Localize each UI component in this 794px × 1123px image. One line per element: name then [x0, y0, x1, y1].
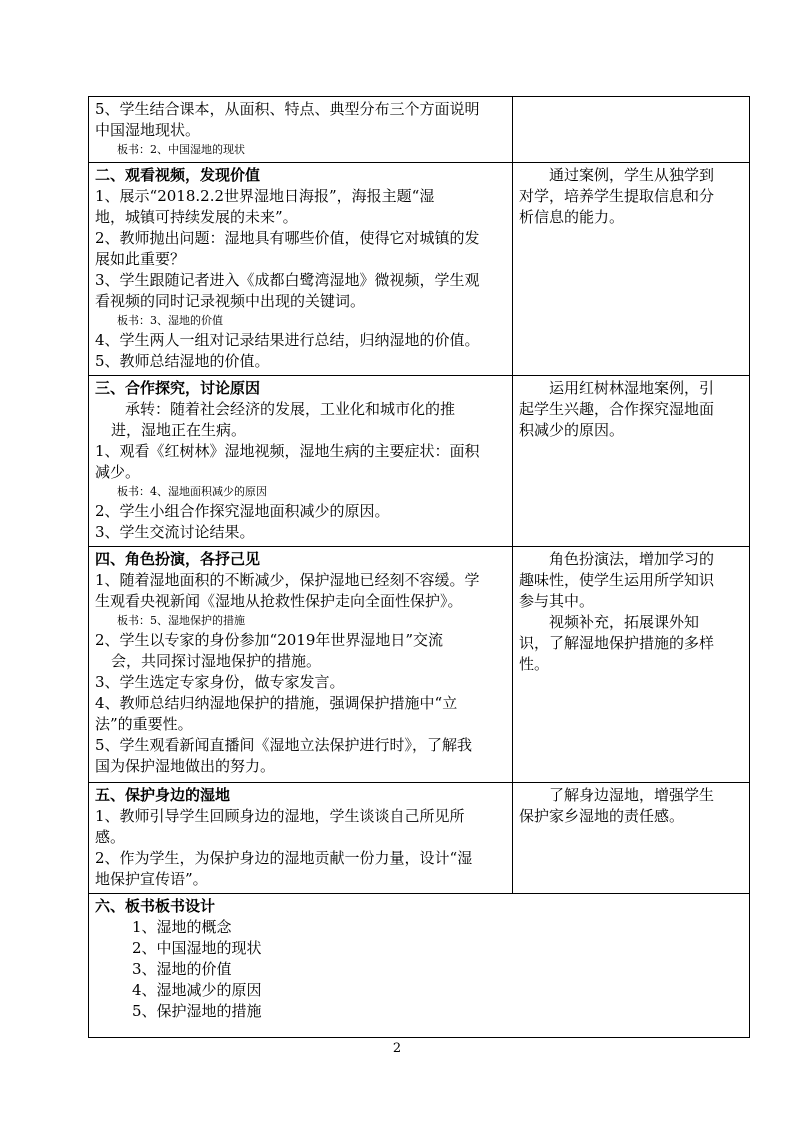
text-line: 5、学生结合课本，从面积、特点、典型分布三个方面说明 — [95, 100, 480, 118]
board-design-item: 3、湿地的价值 — [132, 960, 232, 978]
text-line: 进，湿地正在生病。 — [111, 421, 247, 439]
text-line: 1、观看《红树林》湿地视频，湿地生病的主要症状：面积 — [95, 442, 480, 460]
board-design-cell — [89, 894, 750, 1038]
design-note-line: 保护家乡湿地的责任感。 — [519, 807, 685, 825]
board-design-item: 1、湿地的概念 — [132, 918, 232, 936]
design-intent-cell — [513, 547, 750, 783]
text-line: 中国湿地现状。 — [95, 121, 201, 139]
text-line: 2、学生以专家的身份参加“2019年世界湿地日”交流 — [95, 631, 444, 649]
text-line: 3、学生交流讨论结果。 — [95, 523, 255, 541]
lesson-row — [89, 783, 750, 894]
board-note: 板书：4、湿地面积减少的原因 — [117, 485, 267, 498]
lesson-row — [89, 376, 750, 547]
text-line: 5、学生观看新闻直播间《湿地立法保护进行时》，了解我 — [95, 736, 473, 754]
text-line: 4、教师总结归纳湿地保护的措施，强调保护措施中“立 — [95, 694, 458, 712]
design-note-line: 起学生兴趣，合作探究湿地面 — [519, 400, 715, 418]
text-line: 2、作为学生，为保护身边的湿地贡献一份力量，设计“湿 — [95, 849, 473, 867]
board-note: 板书：2、中国湿地的现状 — [117, 143, 245, 156]
text-line: 3、学生跟随记者进入《成都白鹭湾湿地》微视频，学生观 — [95, 271, 480, 289]
design-note-line: 角色扮演法，增加学习的 — [549, 550, 715, 568]
board-design-row — [89, 894, 750, 1038]
text-line: 生观看央视新闻《湿地从抢救性保护走向全面性保护》。 — [95, 592, 463, 610]
lesson-plan-body — [89, 97, 750, 1038]
text-line: 4、学生两人一组对记录结果进行总结，归纳湿地的价值。 — [95, 331, 480, 349]
design-note-line: 识，了解湿地保护措施的多样 — [519, 634, 715, 652]
design-note-line: 通过案例，学生从独学到 — [549, 166, 715, 184]
lesson-row — [89, 97, 750, 163]
text-line: 地保护宣传语”。 — [95, 870, 208, 888]
lesson-row — [89, 163, 750, 376]
text-line: 3、学生选定专家身份，做专家发言。 — [95, 673, 345, 691]
design-intent-cell — [513, 783, 750, 894]
design-note-line: 视频补充，拓展课外知 — [549, 613, 700, 631]
text-line: 1、展示“2018.2.2世界湿地日海报”，海报主题“湿 — [95, 187, 435, 205]
text-line: 看视频的同时记录视频中出现的关键词。 — [95, 292, 366, 310]
design-intent-cell — [513, 376, 750, 547]
text-line: 感。 — [95, 828, 126, 846]
activity-cell — [89, 376, 513, 547]
board-note: 板书：5、湿地保护的措施 — [117, 614, 245, 627]
design-note-line: 参与其中。 — [519, 592, 595, 610]
text-line: 承转：随着社会经济的发展，工业化和城市化的推 — [125, 400, 456, 418]
design-note-line: 析信息的能力。 — [519, 208, 625, 226]
board-design-item: 5、保护湿地的措施 — [132, 1002, 262, 1020]
text-line: 1、随着湿地面积的不断减少，保护湿地已经刻不容缓。学 — [95, 571, 480, 589]
text-line: 展如此重要？ — [95, 250, 186, 268]
text-line: 会，共同探讨湿地保护的措施。 — [111, 652, 322, 670]
text-line: 地，城镇可持续发展的未来”。 — [95, 208, 298, 226]
activity-cell — [89, 163, 513, 376]
section-heading: 四、角色扮演，各抒己见 — [95, 550, 261, 568]
section-heading: 五、保护身边的湿地 — [95, 786, 231, 804]
section-heading: 三、合作探究，讨论原因 — [95, 379, 261, 397]
board-design-item: 4、湿地减少的原因 — [132, 981, 262, 999]
activity-cell — [89, 547, 513, 783]
design-note-line: 对学，培养学生提取信息和分 — [519, 187, 715, 205]
text-line: 1、教师引导学生回顾身边的湿地，学生谈谈自己所见所 — [95, 807, 465, 825]
text-line: 2、教师抛出问题：湿地具有哪些价值，使得它对城镇的发 — [95, 229, 480, 247]
text-line: 法”的重要性。 — [95, 715, 193, 733]
design-note-line: 积减少的原因。 — [519, 421, 625, 439]
design-intent-cell — [513, 97, 750, 163]
lesson-plan-table — [88, 96, 750, 1038]
board-design-heading: 六、板书板书设计 — [95, 897, 216, 915]
design-note-line: 性。 — [519, 655, 550, 673]
page-number: 2 — [392, 1041, 402, 1056]
design-note-line: 运用红树林湿地案例，引 — [549, 379, 715, 397]
text-line: 国为保护湿地做出的努力。 — [95, 757, 276, 775]
board-design-item: 2、中国湿地的现状 — [132, 939, 262, 957]
activity-cell — [89, 97, 513, 163]
section-heading: 二、观看视频，发现价值 — [95, 166, 261, 184]
design-note-line: 了解身边湿地，增强学生 — [549, 786, 715, 804]
board-note: 板书：3、湿地的价值 — [117, 314, 223, 327]
design-intent-cell — [513, 163, 750, 376]
lesson-row — [89, 547, 750, 783]
text-line: 2、学生小组合作探究湿地面积减少的原因。 — [95, 502, 390, 520]
text-line: 5、教师总结湿地的价值。 — [95, 352, 270, 370]
activity-cell — [89, 783, 513, 894]
text-line: 减少。 — [95, 463, 141, 481]
design-note-line: 趣味性，使学生运用所学知识 — [519, 571, 715, 589]
